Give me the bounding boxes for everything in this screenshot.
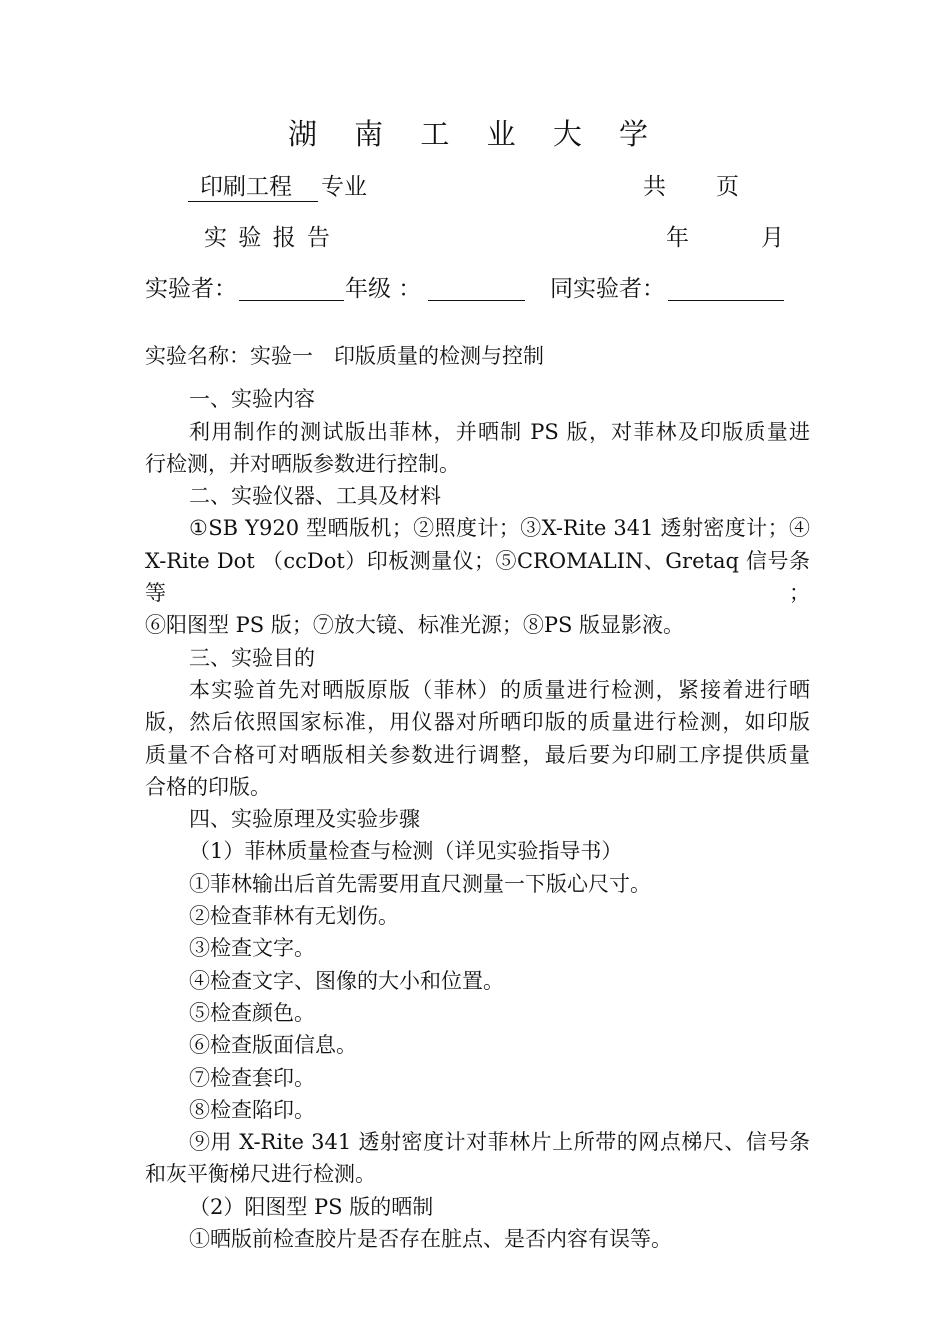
- major-underline: [188, 201, 318, 202]
- step1-item-continuation: 和灰平衡梯尺进行检测。: [145, 1162, 376, 1187]
- grade-label: 年级 ：: [345, 276, 422, 302]
- major-name: 印刷工程: [200, 174, 292, 200]
- report-body: [145, 340, 810, 1255]
- grade-blank: [428, 300, 525, 301]
- section3-line: 版，然后依照国家标准，用仪器对所晒印版的质量进行检测，如印版: [145, 710, 810, 735]
- step1-title: （1）菲林质量检查与检测（详见实验指导书）: [189, 839, 623, 864]
- section3-title: 三、实验目的: [189, 645, 315, 670]
- total-pages-suffix: 页: [716, 174, 739, 200]
- section3-line: 合格的印版。: [145, 774, 271, 799]
- section3-line: 本实验首先对晒版原版（菲林）的质量进行检测，紧接着进行晒: [189, 677, 810, 702]
- experimenter-label: 实验者：: [145, 276, 237, 302]
- step2-title: （2）阳图型 PS 版的晒制: [189, 1194, 434, 1219]
- step1-item: ⑦检查套印。: [189, 1065, 315, 1090]
- experiment-name: 实验名称：实验一 印版质量的检测与控制: [145, 344, 544, 368]
- section1-body-line: 利用制作的测试版出菲林，并晒制 PS 版，对菲林及印版质量进: [189, 419, 810, 444]
- major-suffix: 专业: [321, 174, 367, 200]
- section2-line: ①SB Y920 型晒版机；②照度计；③X-Rite 341 透射密度计；④: [189, 516, 810, 541]
- section1-title: 一、实验内容: [189, 387, 315, 412]
- year-label: 年: [666, 225, 689, 251]
- university-title: 湖 南 工 业 大 学: [287, 117, 663, 151]
- partner-blank: [668, 300, 784, 301]
- month-label: 月: [761, 225, 784, 251]
- section2-line: X-Rite Dot （ccDot）印板测量仪；⑤CROMALIN、Gretaq 信号条等；: [145, 548, 810, 606]
- step1-item: ⑧检查陷印。: [189, 1097, 315, 1122]
- step1-item: ⑤检查颜色。: [189, 1000, 315, 1025]
- section2-line: ⑥阳图型 PS 版；⑦放大镜、标准光源；⑧PS 版显影液。: [145, 613, 685, 638]
- partner-label: 同实验者：: [550, 276, 665, 302]
- step1-item: ⑥检查版面信息。: [189, 1033, 357, 1058]
- step1-item: ②检查菲林有无划伤。: [189, 904, 399, 929]
- section2-title: 二、实验仪器、工具及材料: [189, 484, 441, 509]
- section4-title: 四、实验原理及实验步骤: [189, 807, 420, 832]
- section1-body-line: 行检测，并对晒版参数进行控制。: [145, 451, 460, 476]
- step1-item: ③检查文字。: [189, 936, 315, 961]
- step1-item: ⑨用 X-Rite 341 透射密度计对菲林片上所带的网点梯尺、信号条: [189, 1130, 810, 1155]
- total-pages-prefix: 共: [643, 174, 666, 200]
- section3-line: 质量不合格可对晒版相关参数进行调整，最后要为印刷工序提供质量: [145, 742, 810, 767]
- step2-item: ①晒版前检查胶片是否存在脏点、是否内容有误等。: [189, 1227, 672, 1252]
- step1-item: ①菲林输出后首先需要用直尺测量一下版心尺寸。: [189, 871, 651, 896]
- experimenter-blank: [239, 300, 344, 301]
- report-label: 实 验 报 告: [204, 225, 332, 251]
- step1-item: ④检查文字、图像的大小和位置。: [189, 968, 504, 993]
